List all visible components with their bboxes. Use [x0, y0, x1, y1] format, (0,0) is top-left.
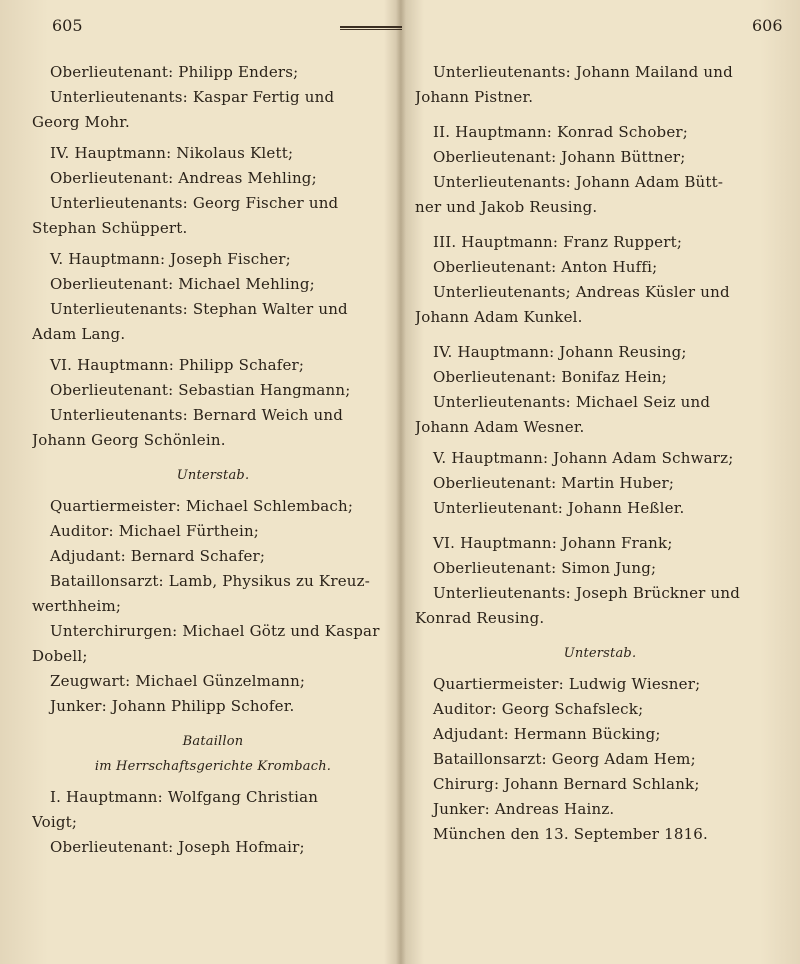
text-line: Oberlieutenant: Philipp Enders;: [50, 63, 299, 81]
page-number-right: 606: [752, 16, 783, 35]
text-line: Oberlieutenant: Andreas Mehling;: [50, 169, 317, 187]
text-line: Oberlieutenant: Johann Büttner;: [433, 148, 686, 166]
text-line: Oberlieutenant: Anton Huffi;: [433, 258, 658, 276]
text-line: Adam Lang.: [32, 325, 126, 343]
text-line: IV. Hauptmann: Nikolaus Klett;: [50, 144, 294, 162]
text-line: Oberlieutenant: Joseph Hofmair;: [50, 838, 305, 856]
text-line: Unterlieutenants: Michael Seiz und: [433, 393, 711, 411]
text-line: Oberlieutenant: Bonifaz Hein;: [433, 368, 668, 386]
text-line: Dobell;: [32, 647, 88, 665]
text-line: Unterlieutenants: Johann Adam Bütt-: [433, 173, 724, 191]
right-page-text-column: [415, 60, 785, 847]
text-line: Adjudant: Hermann Bücking;: [433, 725, 661, 743]
text-line: Auditor: Michael Fürthein;: [50, 522, 260, 540]
text-line: Junker: Andreas Hainz.: [433, 800, 615, 818]
section-heading: Unterstab.: [563, 646, 637, 661]
text-line: Junker: Johann Philipp Schofer.: [50, 697, 295, 715]
section-heading: im Herrschaftsgerichte Krombach.: [94, 759, 332, 774]
left-page-text-column: [32, 60, 394, 860]
text-line: Konrad Reusing.: [415, 609, 545, 627]
text-line: Zeugwart: Michael Günzelmann;: [50, 672, 306, 690]
text-line: Quartiermeister: Michael Schlembach;: [50, 497, 354, 515]
text-line: Auditor: Georg Schafsleck;: [433, 700, 644, 718]
header-rule: [340, 26, 402, 30]
text-line: Oberlieutenant: Martin Huber;: [433, 474, 675, 492]
text-line: ner und Jakob Reusing.: [415, 198, 598, 216]
text-line: Bataillonsarzt: Georg Adam Hem;: [433, 750, 696, 768]
paragraph-gap: [415, 110, 785, 120]
paragraph-gap: [32, 719, 394, 729]
text-line: IV. Hauptmann: Johann Reusing;: [433, 343, 687, 361]
text-line: Unterlieutenants; Andreas Küsler und: [433, 283, 730, 301]
text-line: Unterlieutenants: Bernard Weich und: [50, 406, 344, 424]
text-line: Adjudant: Bernard Schafer;: [50, 547, 266, 565]
text-line: V. Hauptmann: Johann Adam Schwarz;: [433, 449, 734, 467]
text-line: V. Hauptmann: Joseph Fischer;: [50, 250, 291, 268]
text-line: Quartiermeister: Ludwig Wiesner;: [433, 675, 701, 693]
text-line: Johann Adam Kunkel.: [415, 308, 583, 326]
text-line: werthheim;: [32, 597, 122, 615]
text-line: Stephan Schüppert.: [32, 219, 188, 237]
paragraph-gap: [415, 521, 785, 531]
section-heading: Unterstab.: [176, 468, 250, 483]
text-line: Johann Adam Wesner.: [415, 418, 585, 436]
text-line: VI. Hauptmann: Johann Frank;: [433, 534, 673, 552]
paragraph-gap: [415, 631, 785, 641]
text-line: Oberlieutenant: Michael Mehling;: [50, 275, 315, 293]
text-line: Unterchirurgen: Michael Götz und Kaspar: [50, 622, 380, 640]
text-line: Voigt;: [32, 813, 78, 831]
page-number-left: 605: [52, 16, 83, 35]
text-line: VI. Hauptmann: Philipp Schafer;: [50, 356, 305, 374]
paragraph-gap: [32, 453, 394, 463]
text-line: Unterlieutenants: Joseph Brückner und: [433, 584, 741, 602]
paragraph-gap: [415, 220, 785, 230]
text-line: Unterlieutenants: Johann Mailand und: [433, 63, 733, 81]
text-line: Oberlieutenant: Simon Jung;: [433, 559, 657, 577]
text-line: III. Hauptmann: Franz Ruppert;: [433, 233, 683, 251]
book-gutter: [396, 0, 406, 964]
paragraph-gap: [415, 330, 785, 340]
text-line: II. Hauptmann: Konrad Schober;: [433, 123, 689, 141]
text-line: Unterlieutenants: Georg Fischer und: [50, 194, 339, 212]
text-line: Unterlieutenants: Stephan Walter und: [50, 300, 348, 318]
text-line: Georg Mohr.: [32, 113, 130, 131]
text-line: Chirurg: Johann Bernard Schlank;: [433, 775, 700, 793]
text-line: Johann Pistner.: [415, 88, 534, 106]
text-line: München den 13. September 1816.: [433, 825, 709, 843]
text-line: Bataillonsarzt: Lamb, Physikus zu Kreuz-: [50, 572, 371, 590]
text-line: I. Hauptmann: Wolfgang Christian: [50, 788, 319, 806]
text-line: Oberlieutenant: Sebastian Hangmann;: [50, 381, 351, 399]
text-line: Unterlieutenants: Kaspar Fertig und: [50, 88, 335, 106]
text-line: Johann Georg Schönlein.: [32, 431, 226, 449]
text-line: Unterlieutenant: Johann Heßler.: [433, 499, 685, 517]
section-heading: Bataillon: [182, 734, 244, 749]
